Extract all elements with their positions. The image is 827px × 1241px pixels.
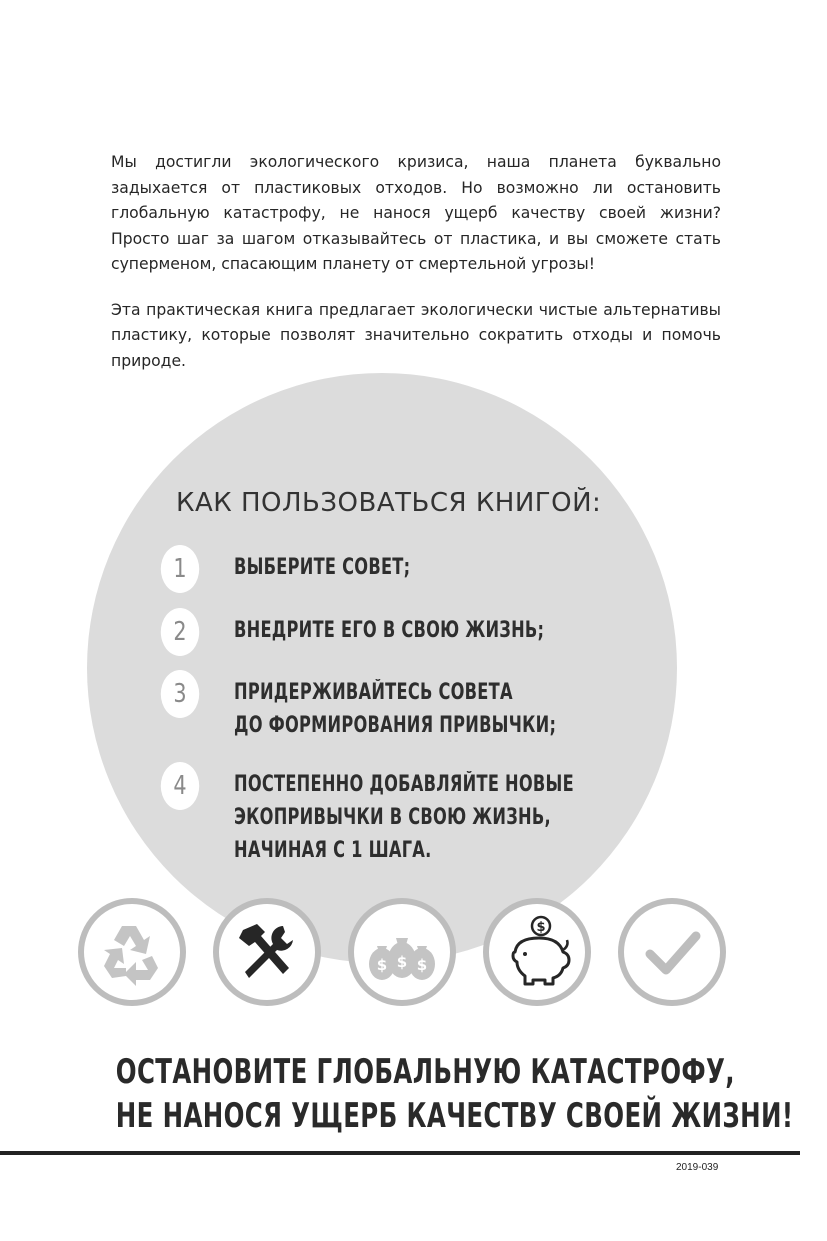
background-circle [87,373,677,963]
intro-paragraph-1: Мы достигли экологического кризиса, наша планета буквально задыхается от пластиковых отходов. Но возможно ли остановить глобальную катастрофу, не нанося ущерб качеству своей жизни? Просто шаг за шагом отказывайтесь от пластика, и вы сможете стать суперменом, спасающим планету от смертельной угрозы! [111,153,721,273]
icon-row [78,898,728,1010]
hammer-wrench-icon [213,898,321,1006]
intro-text [111,150,721,394]
step-text: ПОСТЕПЕННО ДОБАВЛЯЙТЕ НОВЫЕ ЭКОПРИВЫЧКИ В СВОЮ ЖИЗНЬ, НАЧИНАЯ С 1 ШАГА. [234,772,574,863]
svg-text:$: $ [376,956,388,974]
slogan-line-2: НЕ НАНОСЯ УЩЕРБ КАЧЕСТВУ СВОЕЙ ЖИЗНИ! [115,1096,794,1136]
piggy-bank-icon [483,898,591,1006]
step-number: 4 [161,762,199,810]
slogan-line-1: ОСТАНОВИТЕ ГЛОБАЛЬНУЮ КАТАСТРОФУ, [115,1052,735,1092]
catalog-code: 2019-039 [676,1162,719,1173]
intro-paragraph-2: Эта практическая книга предлагает экологически чистые альтернативы пластику, которые позволят значительно сократить отходы и помочь природе. [111,300,721,370]
svg-text:$: $ [536,920,546,935]
step-number: 2 [161,608,199,656]
step-text: ПРИДЕРЖИВАЙТЕСЬ СОВЕТА ДО ФОРМИРОВАНИЯ ПРИВЫЧКИ; [234,680,557,738]
bottom-rule [0,1151,800,1155]
svg-text:$: $ [416,956,428,974]
recycle-icon [78,898,186,1006]
svg-text:$: $ [396,953,408,971]
step-text: ВЫБЕРИТЕ СОВЕТ; [234,555,411,580]
checkmark-icon [618,898,726,1006]
step-number: 1 [161,545,199,593]
step-text: ВНЕДРИТЕ ЕГО В СВОЮ ЖИЗНЬ; [234,618,545,643]
slogan [0,1050,827,1138]
money-bags-icon [348,898,456,1006]
step-number: 3 [161,670,199,718]
